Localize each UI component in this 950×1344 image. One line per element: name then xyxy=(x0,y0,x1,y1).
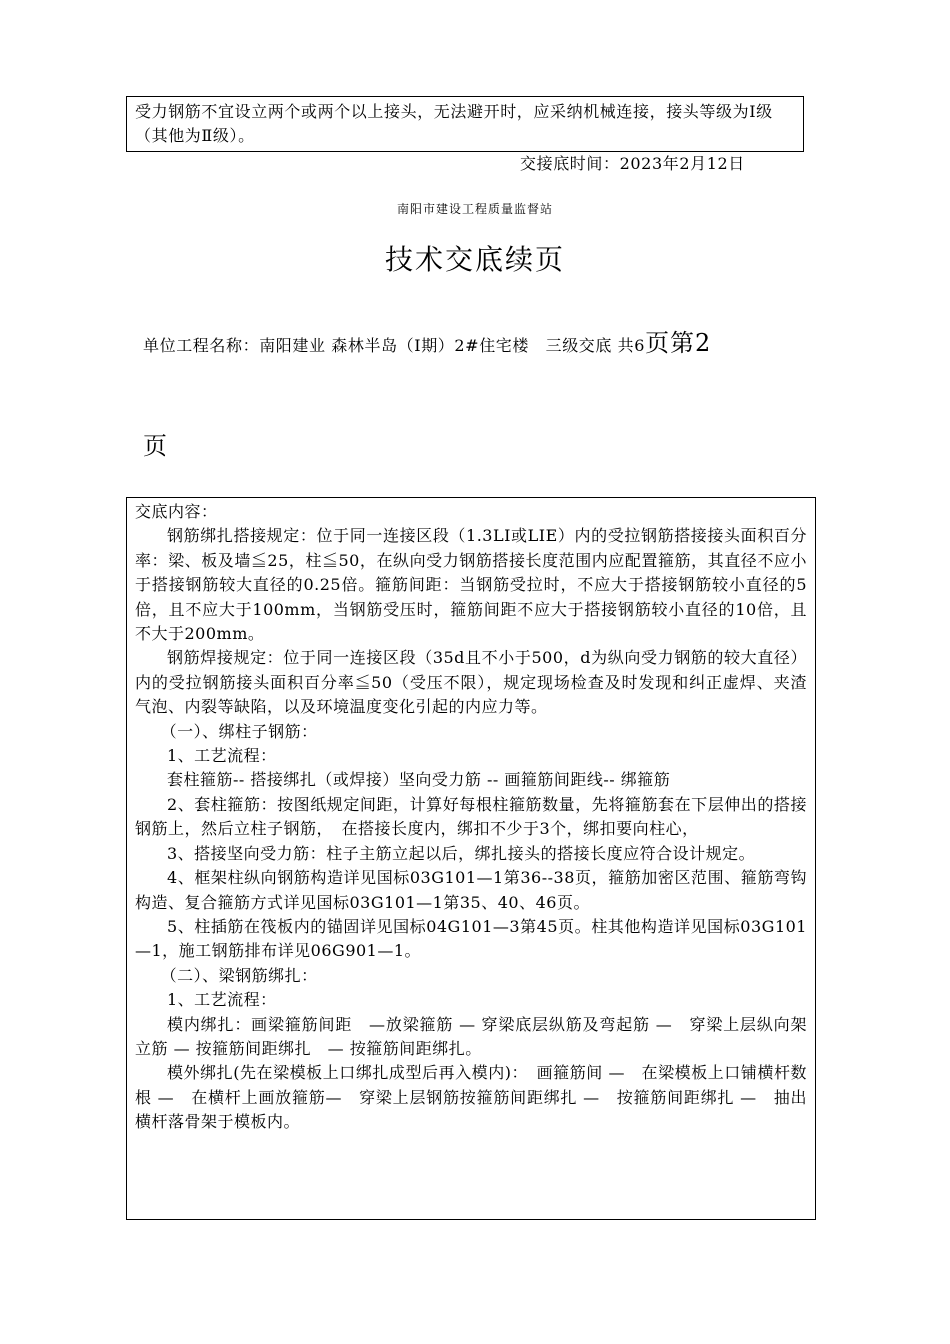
paragraph-column-details: 4、框架柱纵向钢筋构造详见国标03G101—1第36--38页，箍筋加密区范围、箍筋弯钩构造、复合箍筋方式详见国标03G101—1第35、40、46页。 xyxy=(135,868,807,912)
paragraph-column-stirrups: 2、套柱箍筋：按图纸规定间距，计算好每根柱箍筋数量，先将箍筋套在下层伸出的搭接钢筋上，然后立柱子钢筋， 在搭接长度内，绑扣不少于3个，绑扣要向柱心， xyxy=(135,794,807,839)
paragraph-beam-process-title: 1、工艺流程： xyxy=(167,990,277,1010)
paragraph-welding: 钢筋焊接规定：位于同一连接区段（35d且不小于500，d为纵向受力钢筋的较大直径）内的受拉钢筋接头面积百分率≦50（受压不限），规定现场检查及时发现和纠正虚焊、夹渣气泡、内裂等缺陷，以及环境温度变化引起的内应力等。 xyxy=(135,648,807,717)
content-box xyxy=(126,497,816,1220)
project-info-main: 单位工程名称：南阳建业 森林半岛（Ⅰ期）2#住宅楼 三级交底 共6 xyxy=(143,336,646,355)
paragraph-column-process: 套柱箍筋-- 搭接绑扎（或焊接）坚向受力筋 -- 画箍筋间距线-- 绑箍筋 xyxy=(167,770,671,790)
paragraph-beam-in-form: 模内绑扎：画梁箍筋间距 —放梁箍筋 — 穿梁底层纵筋及弯起筋 — 穿梁上层纵向架立筋 — 按箍筋间距绑扎 — 按箍筋间距绑扎。 xyxy=(135,1014,807,1058)
organization-name: 南阳市建设工程质量监督站 xyxy=(396,202,553,216)
paragraph-column-process-title: 1、工艺流程： xyxy=(167,746,277,766)
paragraph-column-vertical-bars: 3、搭接坚向受力筋：柱子主筋立起以后，绑扎接头的搭接长度应符合设计规定。 xyxy=(167,843,756,863)
handover-time: 交接底时间：2023年2月12日 xyxy=(520,154,745,173)
top-note-text: 受力钢筋不宜设立两个或两个以上接头，无法避开时，应采纳机械连接，接头等级为Ⅰ级（其他为Ⅱ级）。 xyxy=(135,102,773,145)
project-info-page: 页第2 xyxy=(645,329,712,357)
top-note-box xyxy=(126,96,804,152)
paragraph-lap-splice: 钢筋绑扎搭接规定：位于同一连接区段（1.3LI或LIE）内的受拉钢筋搭接接头面积百分率：梁、板及墙≦25，柱≦50，在纵向受力钢筋搭接长度范围内应配置箍筋，其直径不应小于搭接钢筋较大直径的0.25倍。箍筋间距：当钢筋受拉时，不应大于搭接钢筋较小直径的5倍，且不应大于100mm，当钢筋受压时，箍筋间距不应大于搭接钢筋较小直径的10倍，且不大于200mm。 xyxy=(135,526,807,644)
paragraph-column-anchorage: 5、柱插筋在筏板内的锚固详见国标04G101—3第45页。柱其他构造详见国标03G101—1，施工钢筋排布详见06G901—1。 xyxy=(135,916,807,961)
page-suffix: 页 xyxy=(143,432,167,460)
section-heading-column: （一）、绑柱子钢筋： xyxy=(160,721,318,741)
content-heading: 交底内容： xyxy=(135,502,218,521)
project-info-line xyxy=(143,328,711,361)
section-heading-beam: （二）、梁钢筋绑扎： xyxy=(160,965,318,985)
paragraph-beam-out-form: 模外绑扎(先在梁模板上口绑扎成型后再入模内)： 画箍筋间 — 在梁模板上口铺横杆数根 — 在横杆上画放箍筋— 穿梁上层钢筋按箍筋间距绑扎 — 按箍筋间距绑扎 — 抽出横杆落骨架于模板内。 xyxy=(135,1063,807,1132)
document-title: 技术交底续页 xyxy=(384,243,565,276)
